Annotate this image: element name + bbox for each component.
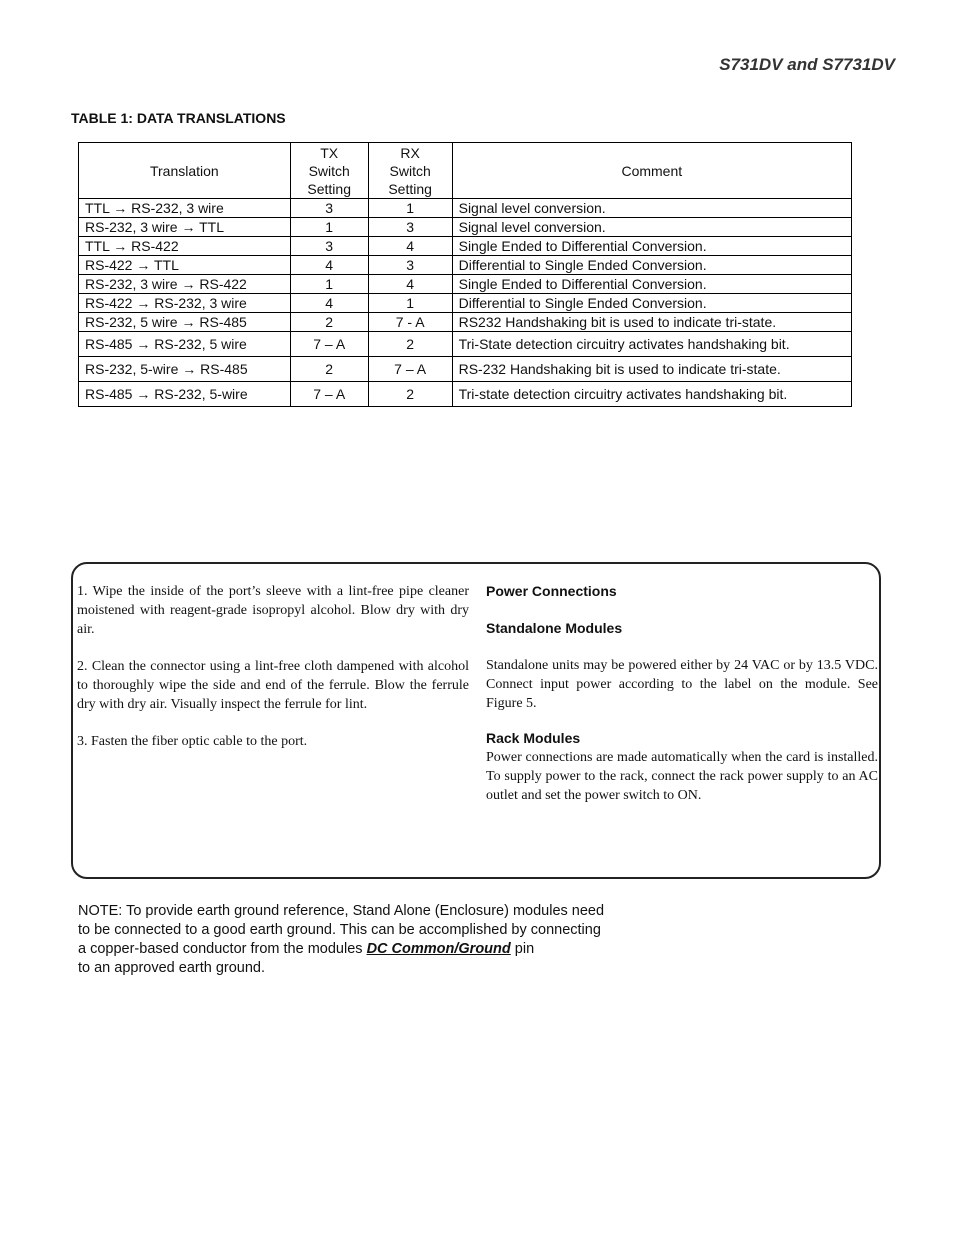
header-translation: Translation bbox=[79, 143, 291, 199]
table-row bbox=[79, 313, 852, 332]
cell-comment: Single Ended to Differential Conversion. bbox=[452, 275, 851, 294]
cleaning-steps bbox=[77, 582, 469, 769]
header-rx-line: Switch bbox=[389, 162, 431, 179]
header-comment: Comment bbox=[452, 143, 851, 199]
cleaning-step: 3. Fasten the fiber optic cable to the port. bbox=[77, 734, 308, 749]
cell-translation: RS-232, 5-wire → RS-485 bbox=[79, 357, 291, 382]
table-row bbox=[79, 294, 852, 313]
cell-rx-setting: 4 bbox=[368, 237, 452, 256]
rack-modules-text: Power connections are made automatically when the card is installed. To supply power to the rack, connect the rack power supply to an AC outlet and set the power switch to ON. bbox=[486, 750, 878, 803]
table-title: TABLE 1: DATA TRANSLATIONS bbox=[71, 110, 286, 126]
note-line: NOTE: To provide earth ground reference, Stand Alone (Enclosure) modules need bbox=[78, 903, 605, 919]
cell-translation: RS-485 → RS-232, 5 wire bbox=[79, 332, 291, 357]
cell-rx-setting: 7 – A bbox=[368, 357, 452, 382]
cell-rx-setting: 1 bbox=[368, 199, 452, 218]
cell-comment: Tri-State detection circuitry activates handshaking bit. bbox=[452, 332, 851, 357]
cell-tx-setting: 3 bbox=[290, 199, 368, 218]
table-row bbox=[79, 332, 852, 357]
cell-rx-setting: 3 bbox=[368, 256, 452, 275]
table-row bbox=[79, 382, 852, 407]
cell-comment: Single Ended to Differential Conversion. bbox=[452, 237, 851, 256]
cell-comment: Signal level conversion. bbox=[452, 218, 851, 237]
table-row bbox=[79, 218, 852, 237]
header-tx-line: Switch bbox=[308, 162, 350, 179]
cell-comment: Signal level conversion. bbox=[452, 199, 851, 218]
table-row bbox=[79, 256, 852, 275]
data-translations-table bbox=[78, 142, 852, 407]
cell-comment: RS-232 Handshaking bit is used to indicate tri-state. bbox=[452, 357, 851, 382]
header-rx-line: Setting bbox=[388, 180, 432, 197]
cell-comment: RS232 Handshaking bit is used to indicate tri-state. bbox=[452, 313, 851, 332]
cell-translation: RS-232, 3 wire → TTL bbox=[79, 218, 291, 237]
table-row bbox=[79, 275, 852, 294]
cell-translation: RS-485 → RS-232, 5-wire bbox=[79, 382, 291, 407]
cell-translation: RS-232, 5 wire → RS-485 bbox=[79, 313, 291, 332]
cell-translation: RS-422 → TTL bbox=[79, 256, 291, 275]
cell-tx-setting: 2 bbox=[290, 357, 368, 382]
cell-rx-setting: 1 bbox=[368, 294, 452, 313]
cell-tx-setting: 1 bbox=[290, 275, 368, 294]
table-header-row bbox=[79, 143, 852, 199]
note-line bbox=[78, 940, 678, 959]
cell-comment: Differential to Single Ended Conversion. bbox=[452, 256, 851, 275]
cell-rx-setting: 2 bbox=[368, 382, 452, 407]
standalone-modules-heading: Standalone Modules bbox=[486, 620, 623, 636]
power-connections-heading: Power Connections bbox=[486, 583, 617, 599]
cell-tx-setting: 1 bbox=[290, 218, 368, 237]
header-tx-line: TX bbox=[320, 144, 339, 161]
dc-common-ground-emphasis: DC Common/Ground bbox=[366, 941, 511, 957]
cell-tx-setting: 4 bbox=[290, 256, 368, 275]
note-line: to be connected to a good earth ground. This can be accomplished by connecting bbox=[78, 922, 601, 938]
cell-tx-setting: 3 bbox=[290, 237, 368, 256]
note-line: to an approved earth ground. bbox=[78, 960, 266, 976]
rack-modules-heading: Rack Modules bbox=[486, 730, 581, 746]
cell-rx-setting: 3 bbox=[368, 218, 452, 237]
cell-tx-setting: 7 – A bbox=[290, 382, 368, 407]
cell-comment: Differential to Single Ended Conversion. bbox=[452, 294, 851, 313]
cell-rx-setting: 4 bbox=[368, 275, 452, 294]
header-rx-line: RX bbox=[400, 144, 420, 161]
header-tx-line: Setting bbox=[307, 180, 351, 197]
cell-translation: TTL → RS-422 bbox=[79, 237, 291, 256]
table-row bbox=[79, 237, 852, 256]
cell-tx-setting: 2 bbox=[290, 313, 368, 332]
note-text: a copper-based conductor from the modules bbox=[78, 941, 367, 957]
cell-translation: RS-422 → RS-232, 3 wire bbox=[79, 294, 291, 313]
cell-translation: RS-232, 3 wire → RS-422 bbox=[79, 275, 291, 294]
standalone-modules-text: Standalone units may be powered either by 24 VAC or by 13.5 VDC. Connect input power according to the label on the module. See Figure 5. bbox=[486, 658, 878, 711]
table-row bbox=[79, 199, 852, 218]
cell-tx-setting: 4 bbox=[290, 294, 368, 313]
cell-rx-setting: 7 - A bbox=[368, 313, 452, 332]
header-tx-switch-setting bbox=[290, 143, 368, 199]
cell-rx-setting: 2 bbox=[368, 332, 452, 357]
table-row bbox=[79, 357, 852, 382]
cell-tx-setting: 7 – A bbox=[290, 332, 368, 357]
document-header-title: S731DV and S7731DV bbox=[719, 55, 895, 74]
header-rx-switch-setting bbox=[368, 143, 452, 199]
note-text: pin bbox=[510, 941, 535, 957]
cell-comment: Tri-state detection circuitry activates handshaking bit. bbox=[452, 382, 851, 407]
earth-ground-note bbox=[78, 902, 678, 978]
cleaning-step: 1. Wipe the inside of the port’s sleeve with a lint-free pipe cleaner moistened with reagent-grade isopropyl alcohol. Blow dry with dry air. bbox=[77, 584, 469, 637]
cell-translation: TTL → RS-232, 3 wire bbox=[79, 199, 291, 218]
power-connections-section bbox=[486, 582, 878, 805]
cleaning-step: 2. Clean the connector using a lint-free cloth dampened with alcohol to thoroughly wipe the side and end of the ferrule. Blow the ferrule dry with dry air. Visually inspect the ferrule for lint. bbox=[77, 659, 469, 712]
